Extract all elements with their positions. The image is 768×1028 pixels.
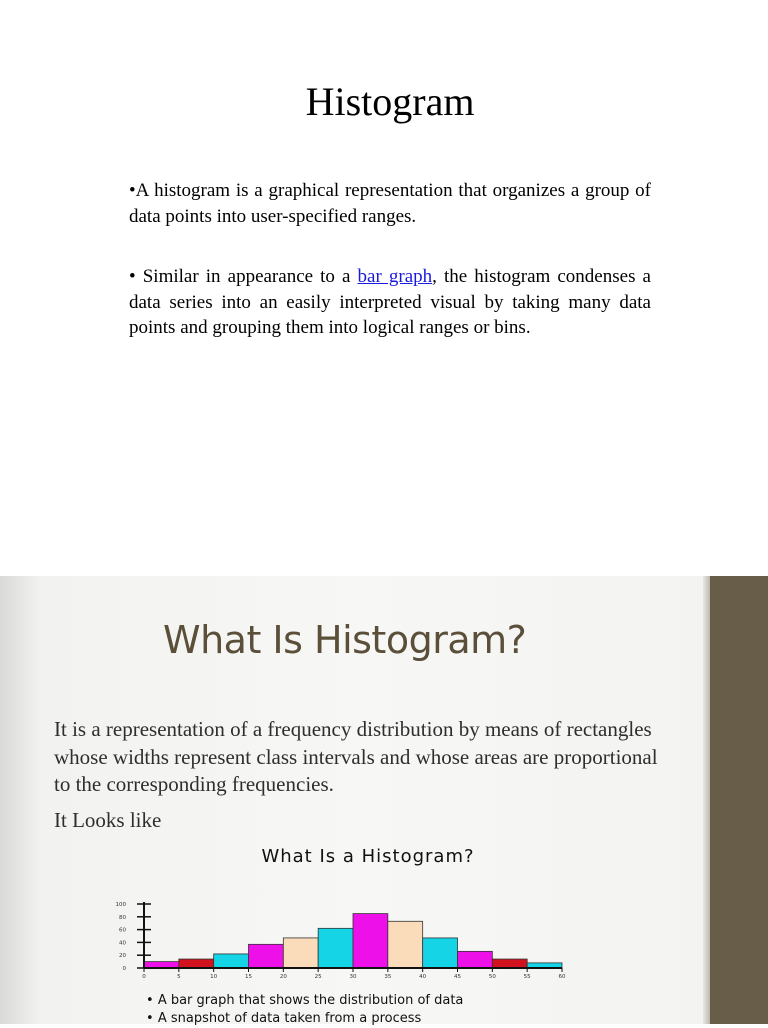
x-tick-label: 15 bbox=[245, 974, 252, 980]
x-tick-label: 40 bbox=[419, 974, 427, 980]
x-tick-label: 60 bbox=[558, 974, 566, 980]
x-tick-label: 10 bbox=[210, 974, 218, 980]
y-tick-label: 40 bbox=[119, 940, 126, 947]
bullet-similar bbox=[129, 264, 651, 341]
side-bar-shadow bbox=[703, 576, 710, 1024]
histogram-bar bbox=[179, 959, 214, 968]
histogram-chart bbox=[104, 896, 574, 984]
slide-what-is-histogram bbox=[0, 576, 768, 1024]
x-tick-label: 35 bbox=[384, 974, 392, 980]
x-tick-label: 0 bbox=[142, 974, 146, 980]
histogram-bar bbox=[458, 951, 493, 968]
chart-bullets bbox=[146, 992, 463, 1028]
x-tick-label: 5 bbox=[177, 974, 181, 980]
histogram-bar bbox=[492, 959, 527, 968]
decorative-side-bar bbox=[710, 576, 768, 1024]
x-tick-label: 55 bbox=[523, 974, 531, 980]
slide-title: Histogram bbox=[305, 79, 475, 124]
histogram-bar bbox=[318, 928, 353, 968]
x-tick-label: 50 bbox=[488, 974, 496, 980]
histogram-bar bbox=[388, 921, 423, 968]
x-tick-label: 20 bbox=[279, 974, 287, 980]
bar-graph-link[interactable]: bar graph bbox=[357, 266, 433, 287]
y-tick-label: 80 bbox=[119, 914, 126, 921]
histogram-bar bbox=[249, 944, 284, 968]
y-tick-label: 0 bbox=[122, 966, 126, 972]
x-tick-label: 30 bbox=[349, 974, 357, 980]
chart-title: What Is a Histogram? bbox=[261, 846, 475, 867]
looks-like-text: It Looks like bbox=[54, 808, 162, 832]
histogram-bar bbox=[214, 954, 249, 968]
y-tick-label: 60 bbox=[119, 927, 126, 934]
histogram-bar bbox=[353, 914, 388, 968]
y-tick-label: 20 bbox=[119, 953, 126, 960]
bullet-similar-prefix: • Similar in appearance to a bbox=[129, 266, 358, 287]
bullet-definition: •A histogram is a graphical representation that organizes a group of data points into user-specified ranges. bbox=[129, 180, 651, 227]
x-tick-label: 25 bbox=[314, 974, 322, 980]
bullet-item: • A bar graph that shows the distribution of data bbox=[146, 992, 463, 1010]
histogram-bar bbox=[423, 938, 458, 968]
bullet-item: • A snapshot of data taken from a process bbox=[146, 1010, 463, 1028]
bullet-similar-suffix: , the histogram condenses a data series into an easily interpreted visual by taking many data points and grouping them into logical ranges or bins. bbox=[129, 266, 651, 338]
slide-title: What Is Histogram? bbox=[163, 618, 527, 662]
y-tick-label: 100 bbox=[115, 902, 126, 908]
histogram-bar bbox=[283, 938, 318, 968]
definition-text: It is a representation of a frequency distribution by means of rectangles whose widths represent class intervals and whose areas are proportional to the corresponding frequencies. bbox=[54, 717, 658, 796]
x-tick-label: 45 bbox=[454, 974, 461, 980]
